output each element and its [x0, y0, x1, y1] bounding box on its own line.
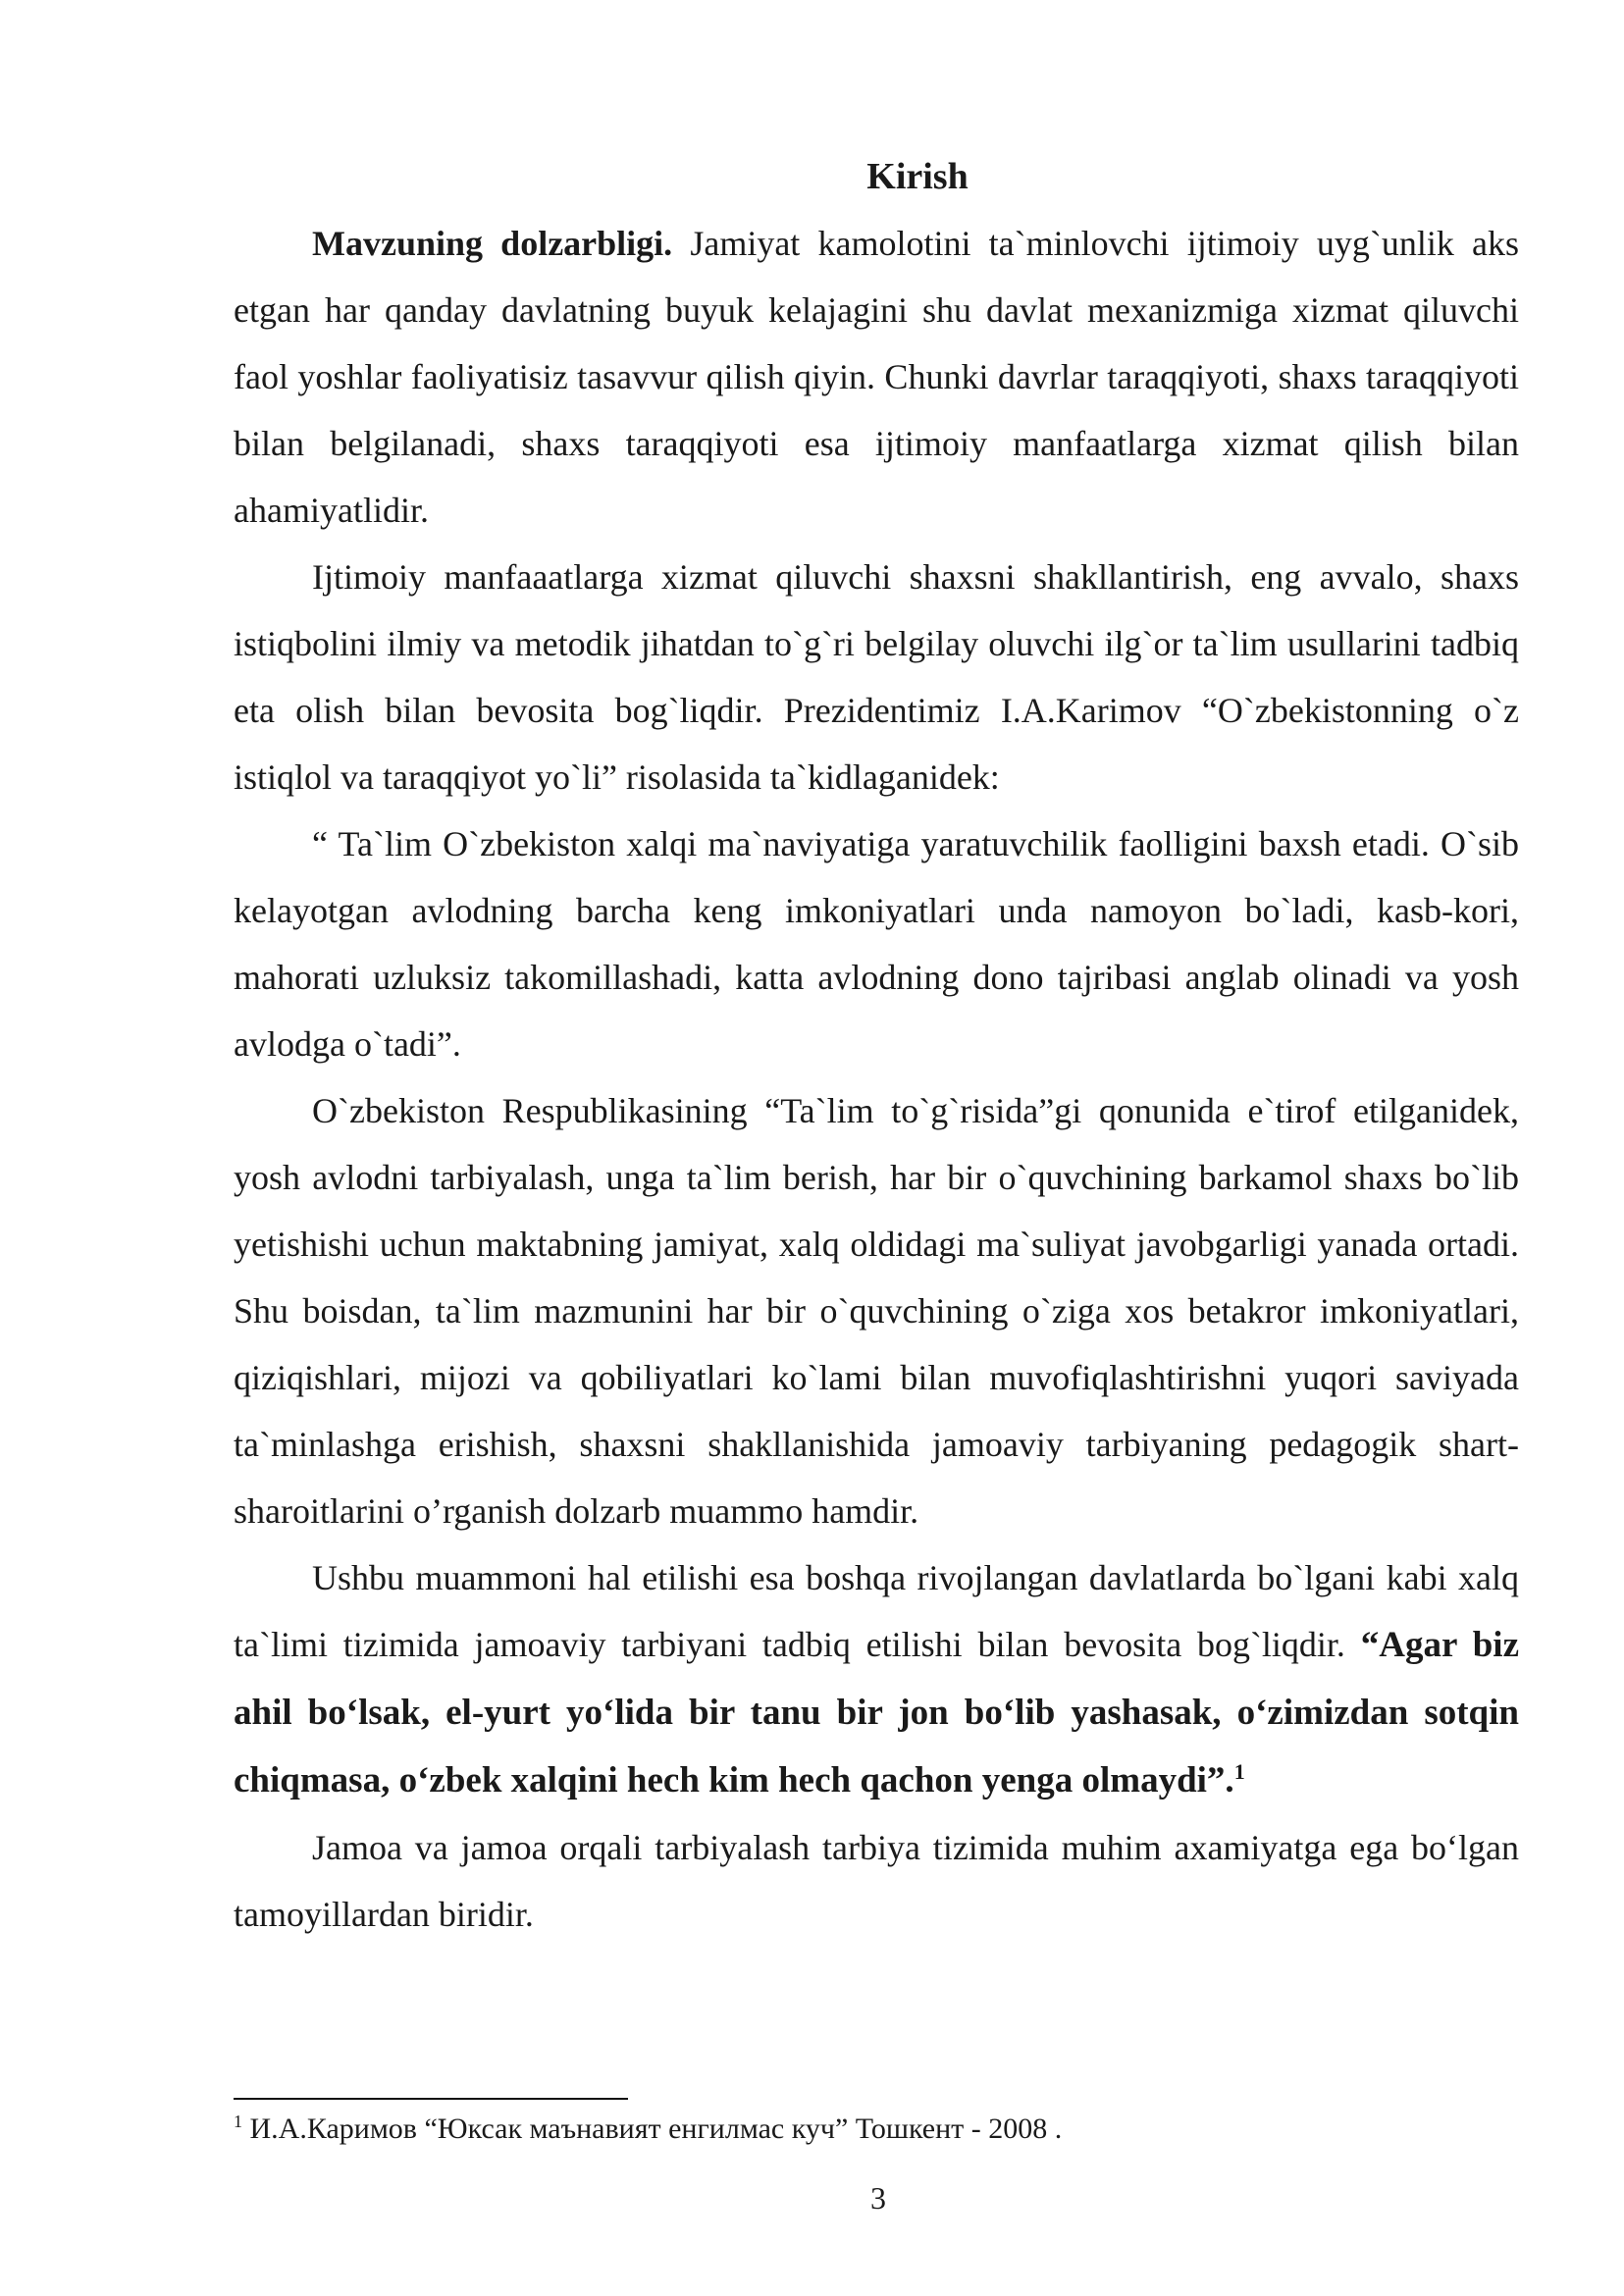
paragraph-6: Jamoa va jamoa orqali tarbiyalash tarbiya tizimida muhim axamiyatga ega bo‘lgan tamoyillardan biridir.: [234, 1828, 1519, 1934]
paragraph-relevance: [234, 210, 1519, 544]
paragraph-5-text: Ushbu muammoni hal etilishi esa boshqa rivojlangan davlatlarda bo`lgani kabi xalq ta`limi tizimida jamoaviy tarbiyani tadbiq etilishi bilan bevosita bog`liqdir.: [234, 1558, 1519, 1664]
paragraph-2: Ijtimoiy manfaaatlarga xizmat qiluvchi shaxsni shakllantirish, eng avvalo, shaxs istiqbolini ilmiy va metodik jihatdan to`g`ri belgilay oluvchi ilg`or ta`lim usullarini tadbiq eta olish bilan bevosita bog`liqdir. Prezidentimiz I.A.Karimov “O`zbekistonning o`z istiqlol va taraqqiyot yo`li” risolasida ta`kidlaganidek:: [234, 557, 1519, 797]
paragraph-4: O`zbekiston Respublikasining “Ta`lim to`g`risida”gi qonunida e`tirof etilganidek, yosh avlodni tarbiyalash, unga ta`lim berish, har bir o`quvchining barkamol shaxs bo`lib yetishishi uchun maktabning jamiyat, xalq oldidagi ma`suliyat javobgarligi yanada ortadi. Shu boisdan, ta`lim mazmunini har bir o`quvchining o`ziga xos betakror imkoniyatlari, qiziqishlari, mijozi va qobiliyatlari ko`lami bilan muvofiqlashtirishni yuqori saviyada ta`minlashga erishish, shaxsni shakllanishida jamoaviy tarbiyaning pedagogik shart-sharoitlarini o’rganish dolzarb muammo hamdir.: [234, 1091, 1519, 1531]
footnote-separator: [234, 2098, 628, 2100]
paragraph-quote: “ Ta`lim O`zbekiston xalqi ma`naviyatiga yaratuvchilik faolligini baxsh etadi. O`sib kelayotgan avlodning barcha keng imkoniyatlari unda namoyon bo`ladi, kasb-kori, mahorati uzluksiz takomillashadi, katta avlodning dono tajribasi anglab olinadi va yosh avlodga o`tadi”.: [234, 824, 1519, 1064]
footnote: [234, 2110, 1519, 2149]
footnote-marker: 1: [234, 2112, 242, 2131]
bold-quote: “Agar biz ahil bo‘lsak, el-yurt yo‘lida bir tanu bir jon bo‘lib yashasak, o‘zimizdan sotqin chiqmasa, o‘zbek xalqini hech kim hech qachon yenga olmaydi”.: [234, 1625, 1519, 1800]
footnote-reference: 1: [1233, 1759, 1245, 1784]
page-title: Kirish: [866, 156, 969, 197]
relevance-text: Jamiyat kamolotini ta`minlovchi ijtimoiy uyg`unlik aks etgan har qanday davlatning buyuk kelajagini shu davlat mexanizmiga xizmat qiluvchi faol yoshlar faoliyatisiz tasavvur qilish qiyin. Chunki davrlar taraqqiyoti, shaxs taraqqiyoti bilan belgilanadi, shaxs taraqqiyoti esa ijtimoiy manfaatlarga xizmat qilish bilan ahamiyatlidir.: [234, 224, 1519, 530]
document-body: [234, 210, 1519, 1948]
relevance-lead: Mavzuning dolzarbligi.: [312, 224, 673, 263]
footnote-text: И.А.Каримов “Юксак маънавият енгилмас куч” Тошкент - 2008 .: [242, 2113, 1063, 2145]
page-number: 3: [870, 2180, 886, 2216]
paragraph-5: [234, 1544, 1519, 1814]
